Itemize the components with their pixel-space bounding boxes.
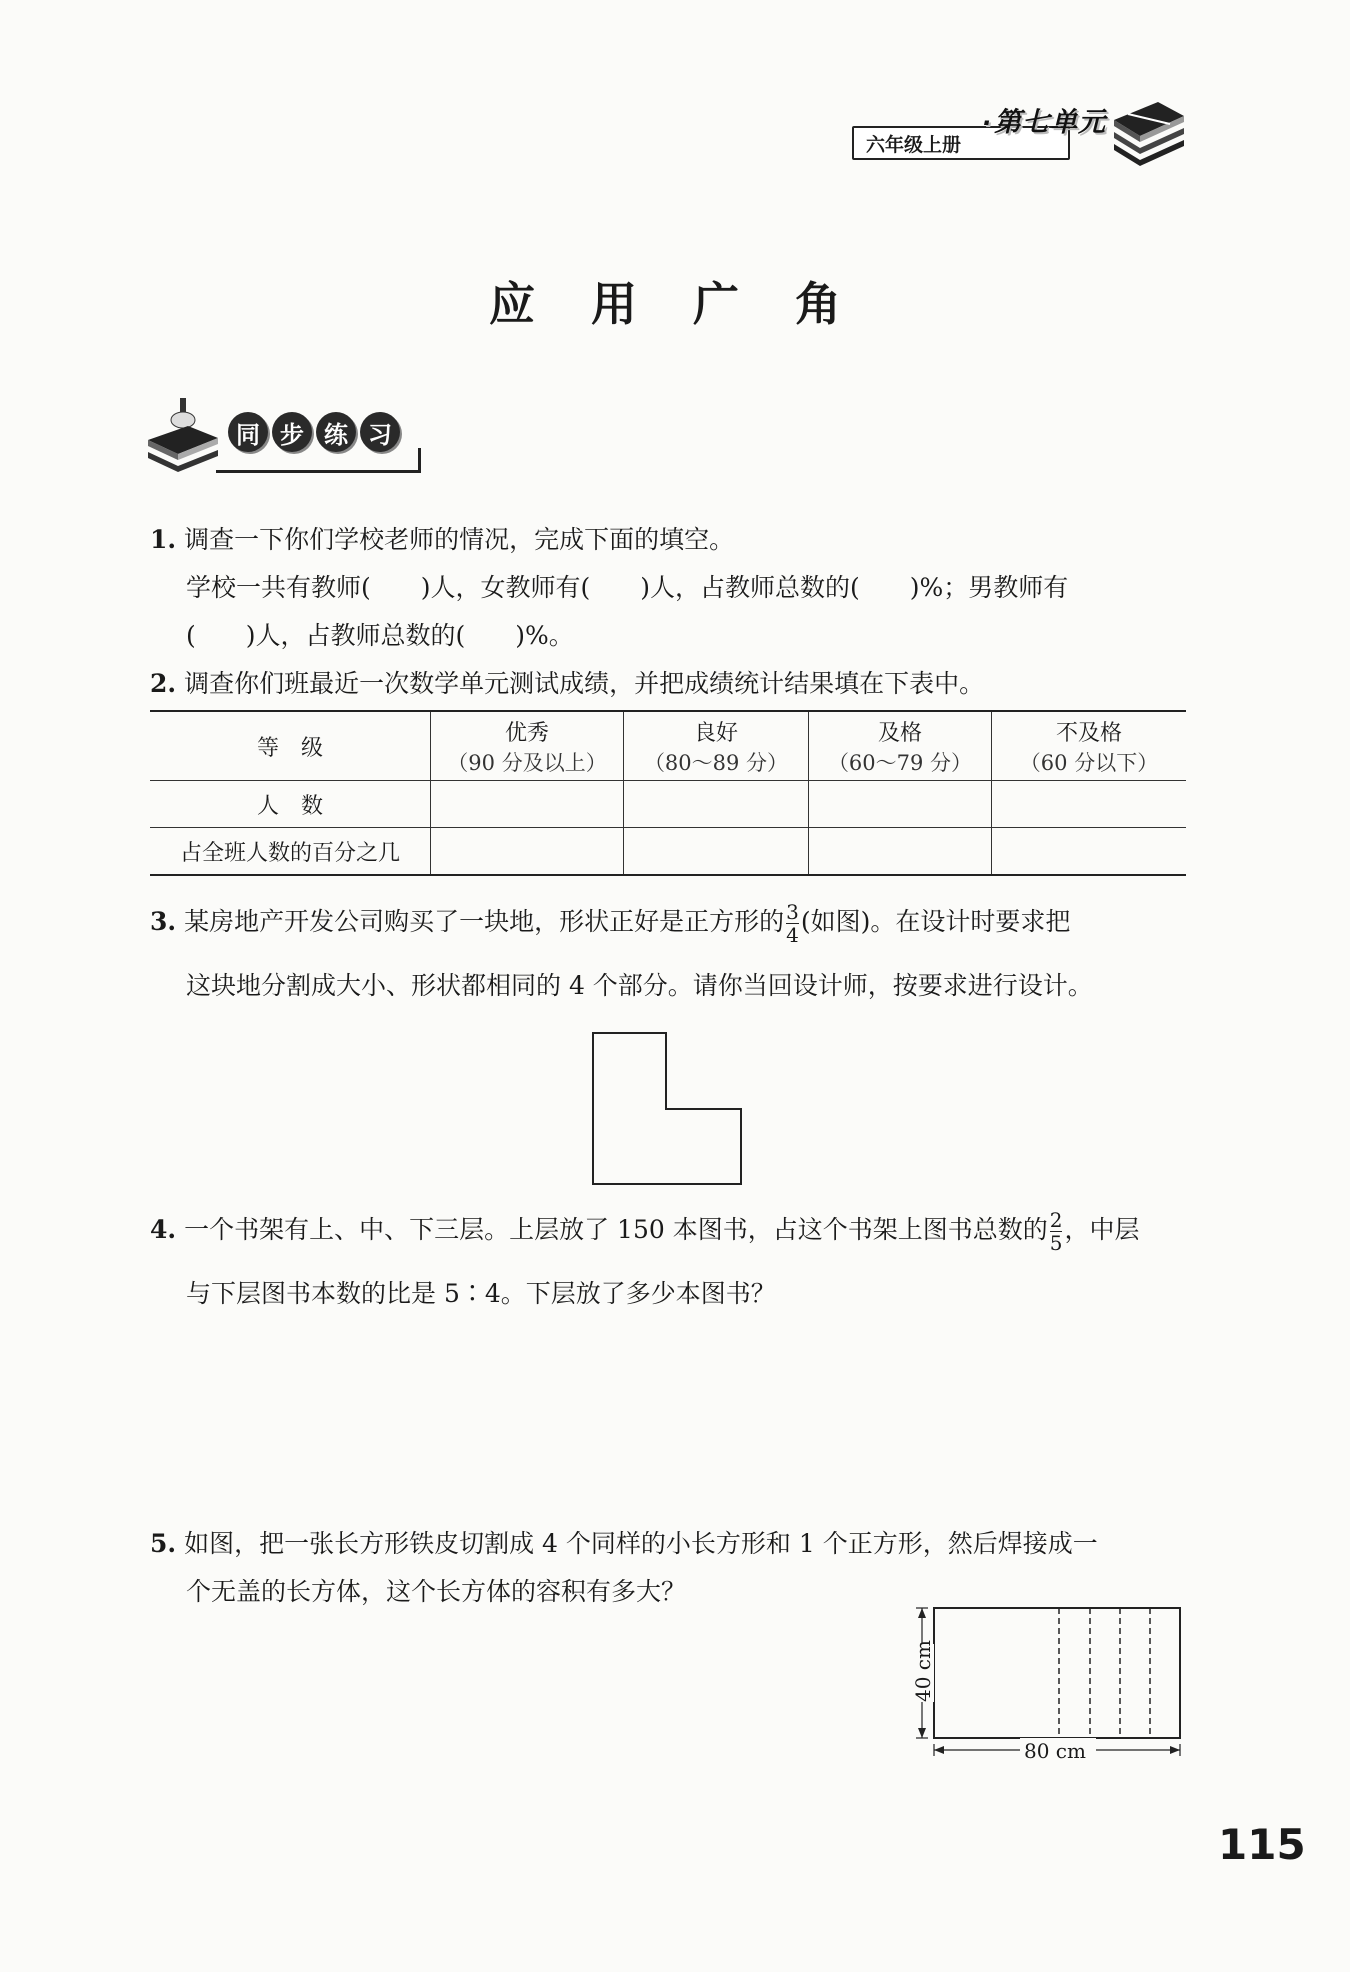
empty-cell[interactable] xyxy=(624,828,809,876)
row-header: 人 数 xyxy=(150,781,431,828)
q4-line1a: 一个书架有上、中、下三层。上层放了 150 本图书，占这个书架上图书总数的 xyxy=(184,1215,1048,1244)
fraction xyxy=(1050,1209,1063,1254)
question-1 xyxy=(150,516,1190,666)
l-shape-figure xyxy=(590,1030,750,1190)
column-range: （80～89 分） xyxy=(643,750,789,775)
empty-cell[interactable] xyxy=(431,828,624,876)
badge-char: 同 xyxy=(228,412,268,452)
question-4 xyxy=(150,1206,1190,1346)
fraction-numerator: 3 xyxy=(786,900,799,924)
q2-text: 调查你们班最近一次数学单元测试成绩，并把成绩统计结果填在下表中。 xyxy=(184,669,985,698)
question-number: 1. xyxy=(150,525,177,554)
column-header xyxy=(992,711,1187,781)
question-number: 5. xyxy=(150,1529,177,1558)
column-range: （60～79 分） xyxy=(827,750,973,775)
empty-cell[interactable] xyxy=(431,781,624,828)
q1-line3: ( )人，占教师总数的( )%。 xyxy=(186,621,574,650)
empty-cell[interactable] xyxy=(992,828,1187,876)
question-3 xyxy=(150,898,1190,1038)
column-name: 不及格 xyxy=(1055,720,1122,746)
q3-line1a: 某房地产开发公司购买了一块地，形状正好是正方形的 xyxy=(184,907,785,936)
q5-line1: 如图，把一张长方形铁皮切割成 4 个同样的小长方形和 1 个正方形，然后焊接成一 xyxy=(184,1529,1098,1558)
q4-line1b: ，中层 xyxy=(1064,1215,1140,1244)
empty-cell[interactable] xyxy=(809,828,992,876)
row-header: 等 级 xyxy=(150,711,431,781)
table-row xyxy=(150,711,1186,781)
fraction xyxy=(786,901,799,946)
column-range: （90 分及以上） xyxy=(447,750,607,775)
empty-cell[interactable] xyxy=(992,781,1187,828)
grades-table xyxy=(150,710,1186,876)
question-number: 4. xyxy=(150,1215,177,1244)
height-label: 40 cm xyxy=(911,1640,935,1702)
fraction-numerator: 2 xyxy=(1049,1208,1063,1232)
column-name: 优秀 xyxy=(504,720,549,746)
page-number: 115 xyxy=(1218,1820,1306,1869)
q5-line2: 个无盖的长方体，这个长方体的容积有多大？ xyxy=(186,1577,687,1606)
column-header xyxy=(809,711,992,781)
header-unit-label: 第七单元 xyxy=(994,107,1107,138)
page-title: 应 用 广 角 xyxy=(488,277,862,331)
column-header xyxy=(624,711,809,781)
fraction-denominator: 4 xyxy=(786,923,799,947)
column-range: （60 分以下） xyxy=(1019,750,1159,775)
books-stack-icon xyxy=(1108,90,1188,170)
width-label: 80 cm xyxy=(1024,1739,1086,1763)
badge-char: 练 xyxy=(316,412,356,452)
q4-line2: 与下层图书本数的比是 5∶4。下层放了多少本图书？ xyxy=(186,1279,776,1308)
q3-line2: 这块地分割成大小、形状都相同的 4 个部分。请你当回设计师，按要求进行设计。 xyxy=(186,971,1093,1000)
header-dot: · xyxy=(982,109,993,137)
fraction-denominator: 5 xyxy=(1049,1231,1063,1255)
section-badge xyxy=(228,412,400,452)
q1-line2: 学校一共有教师( )人，女教师有( )人，占教师总数的( )%；男教师有 xyxy=(186,573,1069,602)
table-row xyxy=(150,781,1186,828)
q3-line1b: (如图)。在设计时要求把 xyxy=(800,907,1071,936)
sheet-figure xyxy=(896,1598,1196,1768)
header-unit xyxy=(982,100,1106,139)
header-grade: 六年级上册 xyxy=(866,134,962,156)
row-header: 占全班人数的百分之几 xyxy=(150,828,431,876)
badge-char: 步 xyxy=(272,412,312,452)
column-name: 及格 xyxy=(877,720,922,746)
empty-cell[interactable] xyxy=(809,781,992,828)
table-row xyxy=(150,828,1186,876)
q1-line1: 调查一下你们学校老师的情况，完成下面的填空。 xyxy=(184,525,735,554)
books-lamp-icon xyxy=(144,396,224,480)
empty-cell[interactable] xyxy=(624,781,809,828)
badge-char: 习 xyxy=(360,412,400,452)
question-number: 3. xyxy=(150,907,177,936)
question-number: 2. xyxy=(150,669,177,698)
column-header xyxy=(431,711,624,781)
column-name: 良好 xyxy=(693,720,738,746)
